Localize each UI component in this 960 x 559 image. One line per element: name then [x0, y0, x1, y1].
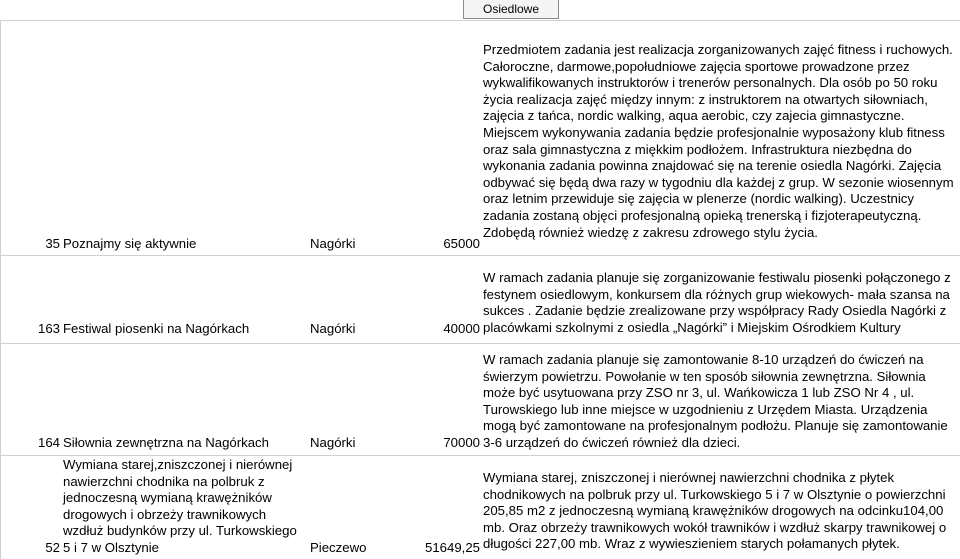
row-number: 52 — [45, 540, 60, 556]
task-description: W ramach zadania planuje się zorganizowanie festiwalu piosenki połączonego z festynem osiedlowym, konkursem dla różnych grup wiekowych- mała szansa na sukces . Zadanie będzie zrealizowane przy współpracy Rady Osiedla Nagórki z placówkami szkolnymi z osiedla „Nagórki” i Miejskim Ośrodkiem Kultury — [483, 270, 951, 335]
district: Pieczewo — [310, 540, 367, 556]
table-row — [0, 268, 960, 338]
table-row — [0, 40, 960, 255]
task-description: W ramach zadania planuje się zamontowanie 8-10 urządzeń do ćwiczeń na świerzym powietrzu. Powołanie w ten sposób siłownia zewnętrzna. Siłownia może być usytuowana przy ZSO nr 3, ul. Wańkowicza 1 lub ZSO Nr 4 , ul. Turowskiego lub inne miejsce w uzgodnieniu z Urzędem Miasta. Urządzenia mogą być zamontowane na profesjonalnym podłożu. Planuje się zamontowanie 3-6 urządzeń do ćwiczeń również dla dzieci. — [483, 352, 948, 450]
district: Nagórki — [310, 321, 356, 337]
row-divider — [0, 20, 960, 21]
sheet-tab[interactable]: Osiedlowe — [463, 0, 559, 19]
district: Nagórki — [310, 236, 356, 252]
amount: 40000 — [443, 321, 480, 337]
amount: 51649,25 — [424, 540, 480, 556]
table-row — [0, 456, 960, 559]
table-row — [0, 350, 960, 454]
row-number: 163 — [37, 321, 60, 337]
task-description: Wymiana starej, zniszczonej i nierównej nawierzchni chodnika z płytek chodnikowych na polbruk przy ul. Turkowskiego 5 i 7 w Olsztynie o powierzchni 205,85 m2 z jednoczesną wymianą krawężników drogowych na odcinku104,00 mb. Oraz obrzeży trawnikowych wokół trawników i wzdłuż skarpy trawnikowej o długości 227,00 mb. Wraz z wywieszieniem starych połamanych płytek. — [483, 470, 947, 552]
district: Nagórki — [310, 435, 356, 451]
row-divider — [0, 255, 960, 256]
row-number: 35 — [45, 236, 60, 252]
amount: 70000 — [443, 435, 480, 451]
task-title: Poznajmy się aktywnie — [63, 236, 197, 252]
task-description: Przedmiotem zadania jest realizacja zorganizowanych zajęć fitness i ruchowych. Całoroczne, darmowe,popołudniowe zajęcia sportowe prowadzone przez wykwalifikowanych instruktorów i trenerów personalnych. Dla osób po 50 roku życia realizacja zajęć między innym: z instruktorem na otwartych siłowniach, zajęcia z tańca, nordic walking, aqua aerobic, czy zajecia gimnastyczne. Miejscem wykonywania zadania będzie profesjonalnie wyposażony klub fitness oraz sala gimnastyczna z miękkim podłożem. Infrastruktura niezbędna do wykonania zadania powinna znajdować się na terenie osiedla Nagórki. Zajęcia odbywać się będą dwa razy w tygodniu dla każdej z grup. W sezonie wiosennym oraz letnim przewiduje się zajęcia w plenerze (nordic walking). Uczestnicy zadania zostaną objęci profesjonalną opieką trenerską i fizjoterapeutyczną. Zdobędą również wiedzę z zakresu zdrowego stylu życia. — [483, 42, 954, 240]
task-title: Wymiana starej,zniszczonej i nierównej nawierzchni chodnika na polbruk z jednoczesną wymianą krawężników drogowych i obrzeży trawnikowych wzdłuż budynków przy ul. Turkowskiego 5 i 7 w Olsztynie — [63, 457, 297, 555]
task-title: Siłownia zewnętrzna na Nagórkach — [63, 435, 269, 451]
amount: 65000 — [443, 236, 480, 252]
row-number: 164 — [37, 435, 60, 451]
row-divider — [0, 343, 960, 344]
task-title: Festiwal piosenki na Nagórkach — [63, 321, 250, 337]
